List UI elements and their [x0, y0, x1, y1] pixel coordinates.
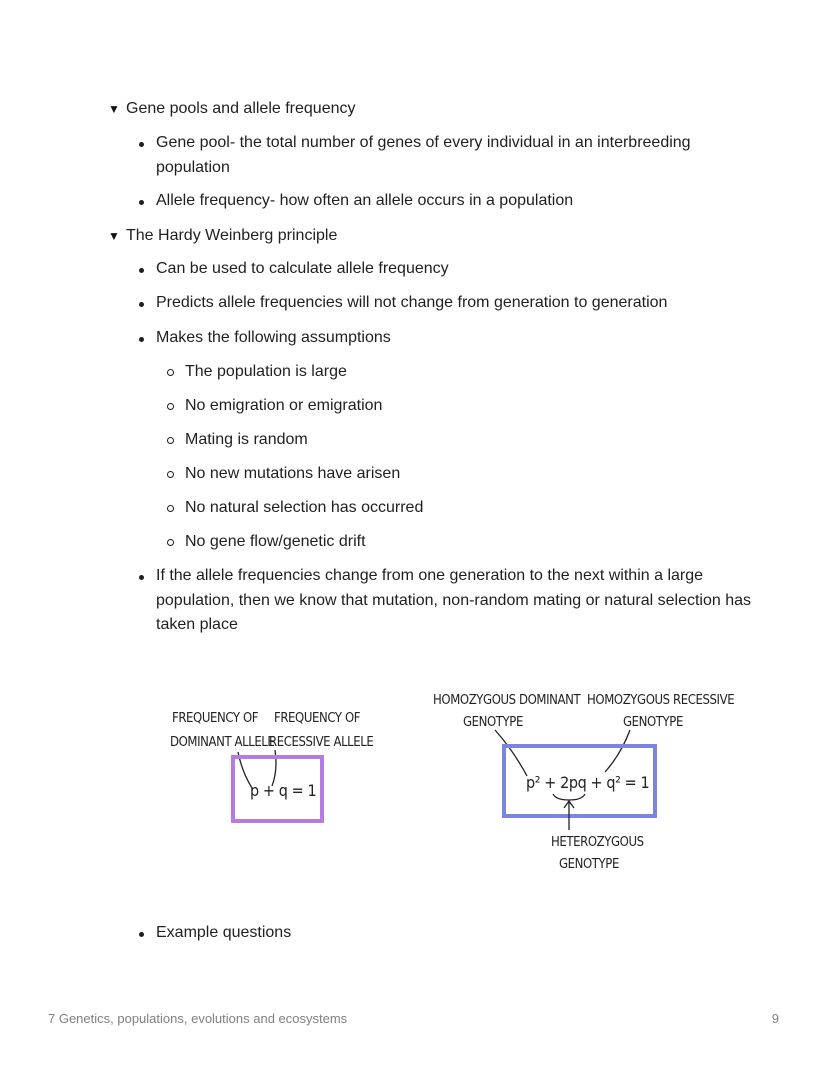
list-item: Example questions [138, 921, 758, 946]
diagram-label: HETEROZYGOUS [551, 835, 644, 850]
bullet-icon [138, 326, 156, 351]
sub-list-item: No emigration or emigration [167, 394, 747, 419]
diagram-label: HOMOZYGOUS RECESSIVE [587, 693, 735, 708]
allele-frequency-diagram [160, 700, 374, 830]
diagram-label: GENOTYPE [559, 857, 619, 872]
circle-bullet-icon [167, 394, 185, 419]
list-item: Can be used to calculate allele frequency [138, 257, 758, 282]
triangle-down-icon[interactable]: ▼ [108, 102, 120, 116]
circle-bullet-icon [167, 530, 185, 555]
section-title: The Hardy Weinberg principle [126, 227, 338, 244]
bullet-icon [138, 921, 156, 946]
diagram-label: FREQUENCY OF [172, 711, 259, 726]
brace-icon [553, 794, 585, 800]
diagram-label: RECESSIVE ALLELE [269, 735, 374, 750]
bullet-icon [138, 131, 156, 180]
circle-bullet-icon [167, 462, 185, 487]
equation: p² + 2pq + q² = 1 [526, 773, 650, 792]
footer-chapter: 7 Genetics, populations, evolutions and ecosystems [48, 1011, 348, 1026]
circle-bullet-icon [167, 360, 185, 385]
sub-list-item: No new mutations have arisen [167, 462, 747, 487]
list-item: Allele frequency- how often an allele occurs in a population [138, 189, 758, 214]
list-item: Predicts allele frequencies will not change from generation to generation [138, 291, 758, 316]
bullet-icon [138, 189, 156, 214]
diagram-label: HOMOZYGOUS DOMINANT [433, 693, 581, 708]
list-item: Gene pool- the total number of genes of every individual in an interbreeding population [138, 131, 758, 180]
page-number: 9 [771, 1011, 779, 1026]
toggle-gene-pools[interactable] [108, 97, 356, 121]
diagram-label: GENOTYPE [463, 715, 523, 730]
diagram-label: GENOTYPE [623, 715, 683, 730]
sub-list-item: No gene flow/genetic drift [167, 530, 747, 555]
diagram-label: DOMINANT ALLELE [170, 735, 275, 750]
list-item: Makes the following assumptions [138, 326, 758, 351]
circle-bullet-icon [167, 496, 185, 521]
sub-list-item: The population is large [167, 360, 747, 385]
list-item: If the allele frequencies change from one generation to the next within a large population, then we know that mutation, non-random mating or natural selection has taken place [138, 564, 758, 638]
sub-list-item: Mating is random [167, 428, 747, 453]
genotype-frequency-diagram [425, 684, 735, 878]
bullet-icon [138, 291, 156, 316]
section-title: Gene pools and allele frequency [126, 100, 356, 117]
equation: p + q = 1 [250, 781, 317, 800]
bullet-icon [138, 257, 156, 282]
circle-bullet-icon [167, 428, 185, 453]
arrow-icon [495, 730, 527, 776]
arrow-icon [605, 730, 630, 772]
sub-list-item: No natural selection has occurred [167, 496, 747, 521]
diagram-label: FREQUENCY OF [274, 711, 361, 726]
triangle-down-icon[interactable]: ▼ [108, 229, 120, 243]
bullet-icon [138, 564, 156, 638]
toggle-hardy-weinberg[interactable] [108, 224, 337, 248]
